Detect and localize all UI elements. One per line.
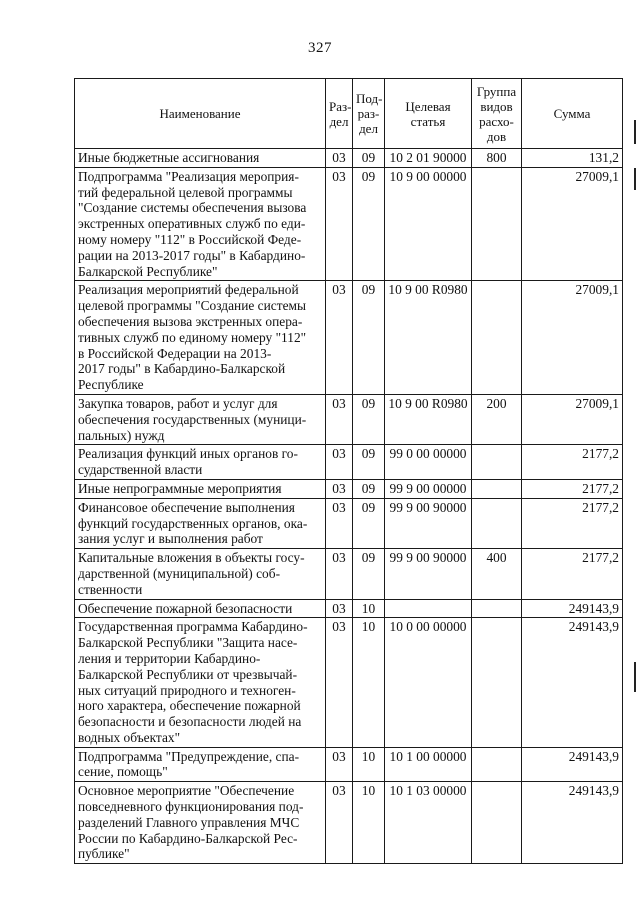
header-name: Наименование	[75, 79, 326, 149]
cell-target-article	[385, 599, 472, 618]
cell-expense-group	[472, 281, 522, 395]
cell-sum: 249143,9	[522, 618, 623, 747]
cell-target-article: 10 1 03 00000	[385, 782, 472, 864]
cell-sum: 249143,9	[522, 599, 623, 618]
cell-target-article: 10 0 00 00000	[385, 618, 472, 747]
cell-razdel: 03	[326, 599, 353, 618]
header-podrazdel: Под- раз- дел	[353, 79, 385, 149]
cell-name: Финансовое обеспечение выполнения функций государственных органов, ока- зания услуг и выполнения работ	[75, 498, 326, 548]
cell-target-article: 99 9 00 00000	[385, 479, 472, 498]
cell-razdel: 03	[326, 498, 353, 548]
cell-name: Обеспечение пожарной безопасности	[75, 599, 326, 618]
cell-target-article: 10 1 00 00000	[385, 747, 472, 782]
header-expense-group: Группа видов расхо- дов	[472, 79, 522, 149]
cell-expense-group	[472, 747, 522, 782]
cell-sum: 131,2	[522, 149, 623, 168]
cell-target-article: 10 9 00 00000	[385, 167, 472, 281]
cell-expense-group	[472, 445, 522, 480]
page-number: 327	[308, 40, 332, 56]
cell-sum: 2177,2	[522, 479, 623, 498]
cell-sum: 27009,1	[522, 394, 623, 444]
cell-target-article: 99 9 00 90000	[385, 549, 472, 599]
table-row	[75, 167, 623, 281]
cell-podrazdel: 09	[353, 167, 385, 281]
cell-razdel: 03	[326, 618, 353, 747]
cell-podrazdel: 10	[353, 782, 385, 864]
scan-edge-mark	[634, 168, 636, 190]
cell-podrazdel: 10	[353, 599, 385, 618]
cell-expense-group: 200	[472, 394, 522, 444]
cell-razdel: 03	[326, 479, 353, 498]
cell-razdel: 03	[326, 549, 353, 599]
cell-sum: 2177,2	[522, 445, 623, 480]
table-row	[75, 549, 623, 599]
cell-name: Капитальные вложения в объекты госу- дарственной (муниципальной) соб- ственности	[75, 549, 326, 599]
scan-edge-mark	[634, 662, 636, 692]
cell-expense-group	[472, 498, 522, 548]
table-row	[75, 782, 623, 864]
cell-razdel: 03	[326, 747, 353, 782]
table-body	[75, 149, 623, 864]
cell-podrazdel: 09	[353, 549, 385, 599]
cell-razdel: 03	[326, 782, 353, 864]
table-row	[75, 479, 623, 498]
header-sum: Сумма	[522, 79, 623, 149]
table-row	[75, 281, 623, 395]
cell-target-article: 99 0 00 00000	[385, 445, 472, 480]
cell-name: Подпрограмма "Предупреждение, спа- сение, помощь"	[75, 747, 326, 782]
table-row	[75, 618, 623, 747]
cell-sum: 2177,2	[522, 549, 623, 599]
cell-sum: 249143,9	[522, 782, 623, 864]
cell-razdel: 03	[326, 281, 353, 395]
table-row	[75, 445, 623, 480]
cell-name: Основное мероприятие "Обеспечение повседневного функционирования под- разделений Главного управления МЧС России по Кабардино-Балкарской Рес- публике"	[75, 782, 326, 864]
cell-razdel: 03	[326, 149, 353, 168]
cell-expense-group	[472, 479, 522, 498]
cell-expense-group	[472, 167, 522, 281]
header-razdel: Раз- дел	[326, 79, 353, 149]
cell-expense-group: 400	[472, 549, 522, 599]
cell-podrazdel: 09	[353, 149, 385, 168]
cell-expense-group: 800	[472, 149, 522, 168]
cell-podrazdel: 09	[353, 394, 385, 444]
cell-target-article: 10 9 00 R0980	[385, 394, 472, 444]
cell-name: Закупка товаров, работ и услуг для обеспечения государственных (муници- пальных) нужд	[75, 394, 326, 444]
cell-expense-group	[472, 782, 522, 864]
cell-razdel: 03	[326, 167, 353, 281]
cell-sum: 2177,2	[522, 498, 623, 548]
cell-name: Иные бюджетные ассигнования	[75, 149, 326, 168]
cell-podrazdel: 09	[353, 498, 385, 548]
cell-podrazdel: 10	[353, 747, 385, 782]
cell-podrazdel: 09	[353, 479, 385, 498]
table-row	[75, 498, 623, 548]
cell-name: Государственная программа Кабардино- Балкарской Республики "Защита насе- ления и территории Кабардино- Балкарской Республики от чрезвычай- ных ситуаций природного и техноген- ного характера, обеспечение пожарной безопасности и безопасности людей на водных объектах"	[75, 618, 326, 747]
table-header-row	[75, 79, 623, 149]
table-row	[75, 394, 623, 444]
cell-podrazdel: 09	[353, 445, 385, 480]
scan-edge-mark	[634, 120, 636, 144]
budget-table	[74, 78, 623, 864]
cell-name: Иные непрограммные мероприятия	[75, 479, 326, 498]
cell-name: Подпрограмма "Реализация мероприя- тий федеральной целевой программы "Создание системы обеспечения вызова экстренных оперативных служб по еди- ному номеру "112" в Российской Феде- рации на 2013-2017 годы" в Кабардино- Балкарской Республике"	[75, 167, 326, 281]
budget-table-container	[74, 78, 622, 864]
table-row	[75, 149, 623, 168]
cell-expense-group	[472, 599, 522, 618]
cell-name: Реализация функций иных органов го- сударственной власти	[75, 445, 326, 480]
cell-name: Реализация мероприятий федеральной целевой программы "Создание системы обеспечения вызова экстренных опера- тивных служб по единому номеру "112" в Российской Федерации на 2013- 2017 годы" в Кабардино-Балкарской Республике	[75, 281, 326, 395]
cell-razdel: 03	[326, 445, 353, 480]
cell-sum: 249143,9	[522, 747, 623, 782]
header-target-article: Целевая статья	[385, 79, 472, 149]
cell-razdel: 03	[326, 394, 353, 444]
table-row	[75, 747, 623, 782]
cell-sum: 27009,1	[522, 281, 623, 395]
cell-target-article: 99 9 00 90000	[385, 498, 472, 548]
table-row	[75, 599, 623, 618]
cell-podrazdel: 09	[353, 281, 385, 395]
cell-expense-group	[472, 618, 522, 747]
cell-target-article: 10 9 00 R0980	[385, 281, 472, 395]
cell-podrazdel: 10	[353, 618, 385, 747]
cell-target-article: 10 2 01 90000	[385, 149, 472, 168]
cell-sum: 27009,1	[522, 167, 623, 281]
